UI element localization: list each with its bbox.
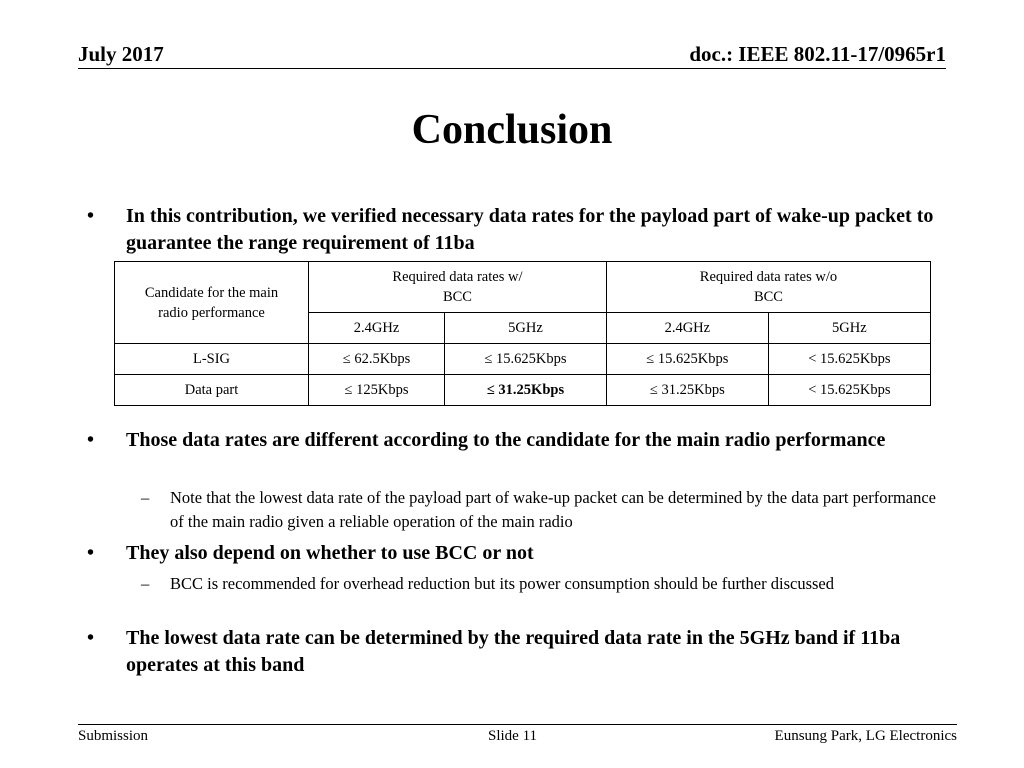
data-rate-table: [114, 261, 931, 406]
table-cell: < 15.625Kbps: [768, 375, 930, 406]
sub-bullet-mark: –: [141, 574, 150, 593]
footer-rule: [78, 724, 957, 725]
table-band-header: 5GHz: [768, 313, 930, 344]
sub-bullet-text: BCC is recommended for overhead reduction but its power consumption should be further discussed: [170, 574, 834, 593]
table-band-header: 5GHz: [445, 313, 607, 344]
bullet-text: The lowest data rate can be determined by the required data rate in the 5GHz band if 11ba operates at this band: [126, 627, 901, 676]
table-cell: ≤ 62.5Kbps: [309, 344, 445, 375]
bullet-mark: •: [87, 205, 95, 227]
header-rule: [78, 68, 946, 69]
footer-submission: Submission: [78, 728, 149, 744]
bullet-text: In this contribution, we verified necessary data rates for the payload part of wake-up packet to guarantee the range requirement of 11ba: [126, 205, 934, 254]
table-group-header-wo-bcc: Required data rates w/o BCC: [606, 262, 930, 313]
table-row-label: Data part: [115, 375, 309, 406]
table-cell: ≤ 15.625Kbps: [445, 344, 607, 375]
bullet-text: Those data rates are different according to the candidate for the main radio performance: [126, 429, 886, 451]
footer-author: Eunsung Park, LG Electronics: [774, 728, 957, 744]
table-cell-highlighted: ≤ 31.25Kbps: [445, 375, 607, 406]
table-row-label: L-SIG: [115, 344, 309, 375]
table-cell: ≤ 125Kbps: [309, 375, 445, 406]
table-cell: ≤ 15.625Kbps: [606, 344, 768, 375]
sub-bullet-text: Note that the lowest data rate of the payload part of wake-up packet can be determined by the data part performance of the main radio given a reliable operation of the main radio: [170, 488, 936, 531]
table-band-header: 2.4GHz: [606, 313, 768, 344]
header-doc-id: doc.: IEEE 802.11-17/0965r1: [689, 42, 946, 66]
table-group-header-w-bcc: Required data rates w/ BCC: [309, 262, 607, 313]
bullet-mark: •: [87, 429, 95, 451]
sub-bullet-mark: –: [141, 488, 150, 507]
table-row: [115, 344, 931, 375]
table-corner-header: Candidate for the main radio performance: [115, 262, 309, 344]
header-date: July 2017: [78, 42, 164, 66]
table-cell: < 15.625Kbps: [768, 344, 930, 375]
table-cell: ≤ 31.25Kbps: [606, 375, 768, 406]
slide-title: Conclusion: [411, 107, 613, 153]
bullet-mark: •: [87, 542, 95, 564]
footer-slide-number: Slide 11: [488, 728, 538, 744]
bullet-text: They also depend on whether to use BCC or not: [126, 542, 534, 564]
table-row: [115, 375, 931, 406]
table-band-header: 2.4GHz: [309, 313, 445, 344]
bullet-mark: •: [87, 627, 95, 649]
